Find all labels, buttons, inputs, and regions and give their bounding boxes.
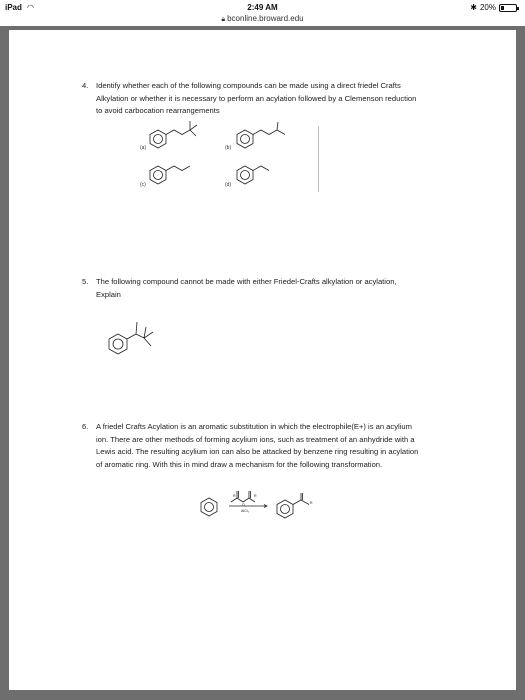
url-text: bconline.broward.edu — [227, 14, 304, 23]
status-bar — [0, 0, 525, 14]
question-line: Identify whether each of the following compounds can be made using a direct friedel Crafts — [96, 81, 401, 90]
benzene-reactant — [201, 498, 217, 516]
ketone-product — [277, 493, 309, 518]
question-text — [96, 421, 418, 471]
molecule-b — [237, 122, 285, 148]
atom-r-right: R — [254, 494, 257, 498]
question-number: 5. — [82, 277, 89, 286]
lock-icon: 🔒︎ — [221, 16, 226, 23]
question-text — [96, 276, 397, 301]
question-number: 4. — [82, 81, 89, 90]
atom-r-product: R — [310, 501, 313, 505]
label-c: (c) — [140, 182, 146, 188]
question-number: 6. — [82, 422, 89, 431]
question-4-structures — [138, 118, 308, 196]
label-d: (d) — [225, 182, 232, 188]
question-line: The following compound cannot be made with either Friedel-Crafts alkylation or acylation, — [96, 277, 397, 286]
question-line: Lewis acid. The resulting acylium ion can also be attacked by benzene ring resulting in acylation — [96, 447, 419, 456]
battery-icon — [499, 4, 517, 12]
question-text — [96, 80, 416, 118]
molecule-a — [150, 121, 197, 148]
wifi-icon: ◠ — [27, 3, 34, 12]
question-line: of aromatic ring. With this in mind draw a mechanism for the following transformation. — [96, 459, 383, 469]
question-line: to avoid carbocation rearrangements — [96, 106, 220, 115]
molecule-d — [237, 166, 269, 184]
reagent-label: AlCl₃ — [241, 509, 250, 513]
question-line: Explain — [96, 289, 121, 299]
question-line: ion. There are other methods of forming acylium ions, such as treatment of an anhydride with a — [96, 434, 415, 444]
battery-percent: 20% — [479, 3, 496, 12]
question-5-structure — [100, 316, 170, 360]
question-line: Alkylation or whether it is necessary to perform an acylation followed by a Clemenson reduction — [96, 93, 417, 103]
bluetooth-icon: ✱ — [470, 3, 477, 12]
battery-fill — [501, 6, 504, 10]
label-a: (a) — [140, 145, 147, 151]
label-b: (b) — [225, 145, 232, 151]
question-line: A friedel Crafts Acylation is an aromatic substitution in which the electrophile(E+) is an acylium — [96, 422, 412, 431]
atom-o-bridge: O — [242, 503, 245, 507]
device-name: iPad — [5, 3, 22, 12]
molecule-c — [150, 166, 190, 184]
question-6-reaction — [195, 484, 335, 524]
status-right — [470, 3, 517, 12]
viewer-bottom-edge — [0, 690, 525, 700]
divider-line — [318, 126, 319, 192]
atom-r-left: R — [233, 494, 236, 498]
clock: 2:49 AM — [247, 3, 278, 12]
address-bar[interactable] — [0, 14, 525, 26]
